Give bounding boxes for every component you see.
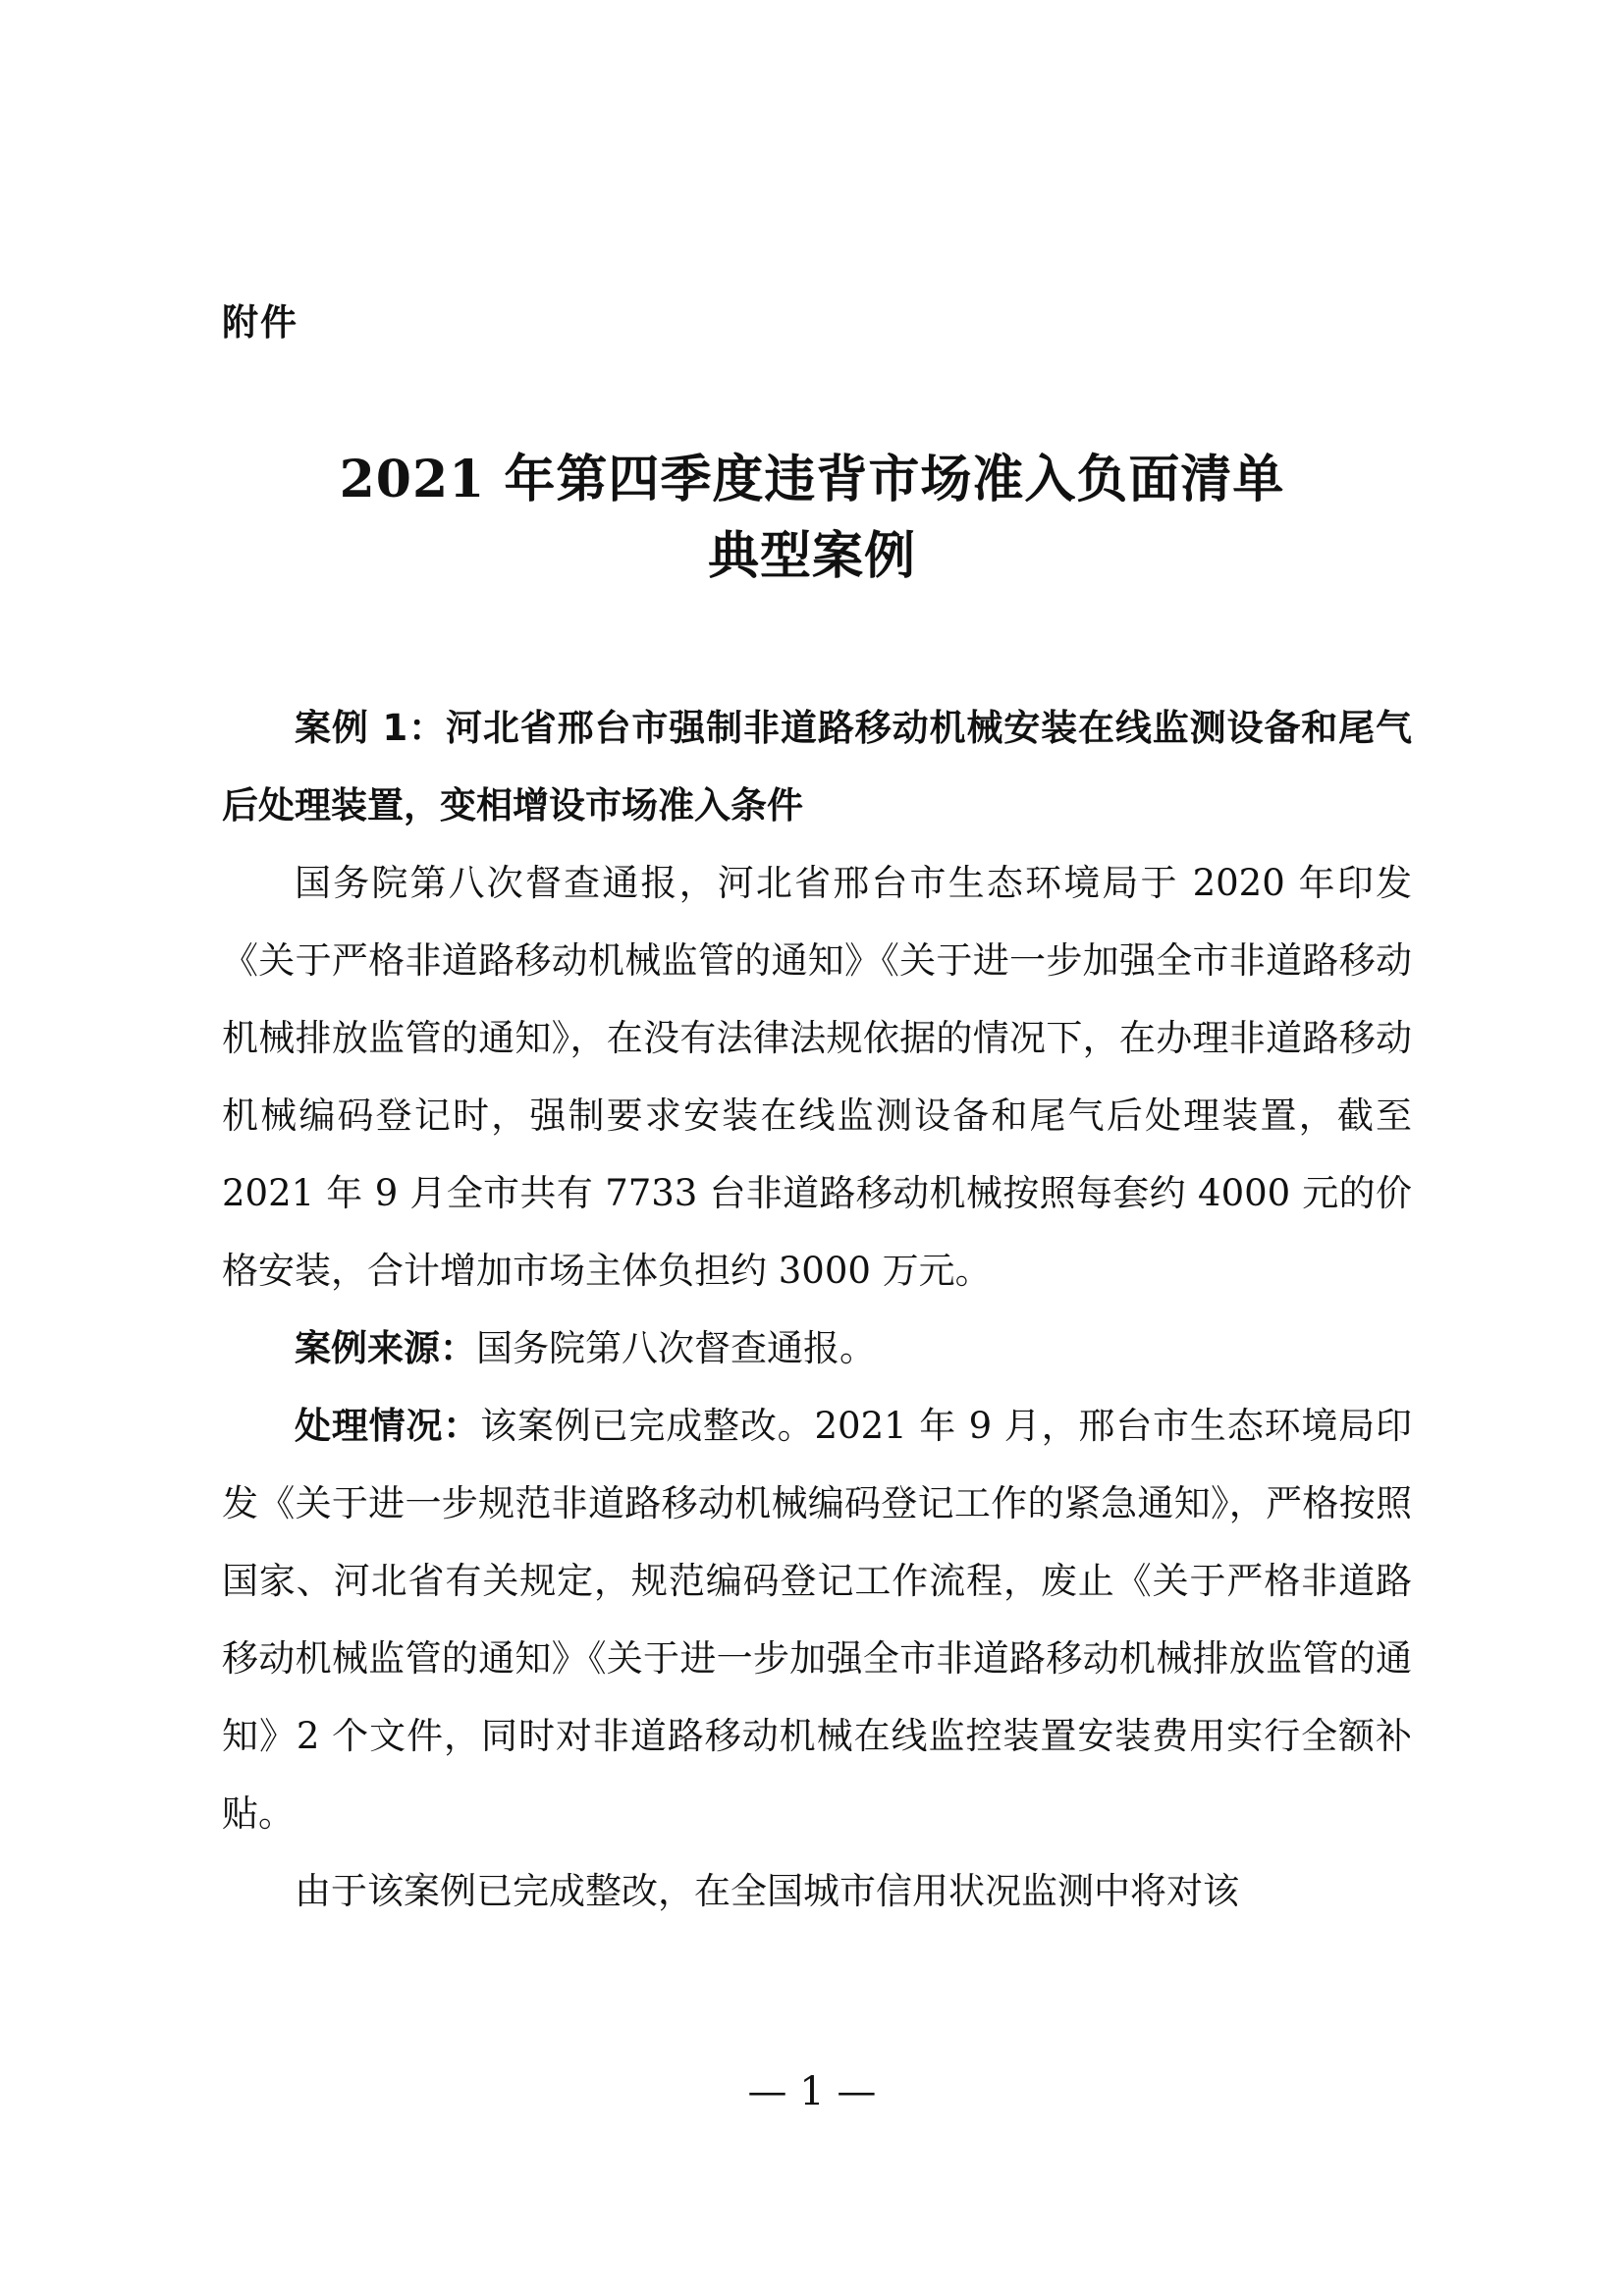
case-handling-text: 该案例已完成整改。2021 年 9 月，邢台市生态环境局印发《关于进一步规范非道路移动机械编码登记工作的紧急通知》，严格按照国家、河北省有关规定，规范编码登记工作流程，废止《关于严格非道路移动机械监管的通知》《关于进一步加强全市非道路移动机械排放监管的通知》2 个文件，同时对非道路移动机械在线监控装置安装费用实行全额补贴。 <box>222 1405 1412 1835</box>
title-line-2: 典型案例 <box>707 526 916 586</box>
case-source-paragraph <box>222 1309 1412 1387</box>
closing-paragraph: 由于该案例已完成整改，在全国城市信用状况监测中将对该 <box>295 1870 1239 1912</box>
case-source-text: 国务院第八次督查通报。 <box>476 1327 876 1369</box>
document-title <box>0 442 1624 595</box>
page-number: — 1 — <box>747 2069 877 2114</box>
case-source-label: 案例来源： <box>295 1327 476 1369</box>
case-handling-paragraph <box>222 1387 1412 1852</box>
case-handling-label: 处理情况： <box>295 1405 481 1447</box>
document-body <box>222 689 1412 1930</box>
attachment-label: 附件 <box>222 301 298 344</box>
case-body-paragraph: 国务院第八次督查通报，河北省邢台市生态环境局于 2020 年印发《关于严格非道路移动机械监管的通知》《关于进一步加强全市非道路移动机械排放监管的通知》，在没有法律法规依据的情况下，在办理非道路移动机械编码登记时，强制要求安装在线监测设备和尾气后处理装置，截至 2021 年 9 月全市共有 7733 台非道路移动机械按照每套约 4000 元的价格安装，合计增加市场主体负担约 3000 万元。 <box>222 862 1412 1292</box>
title-line-1: 2021 年第四季度违背市场准入负面清单 <box>339 450 1285 509</box>
case-heading: 案例 1：河北省邢台市强制非道路移动机械安装在线监测设备和尾气后处理装置，变相增设市场准入条件 <box>222 707 1412 827</box>
